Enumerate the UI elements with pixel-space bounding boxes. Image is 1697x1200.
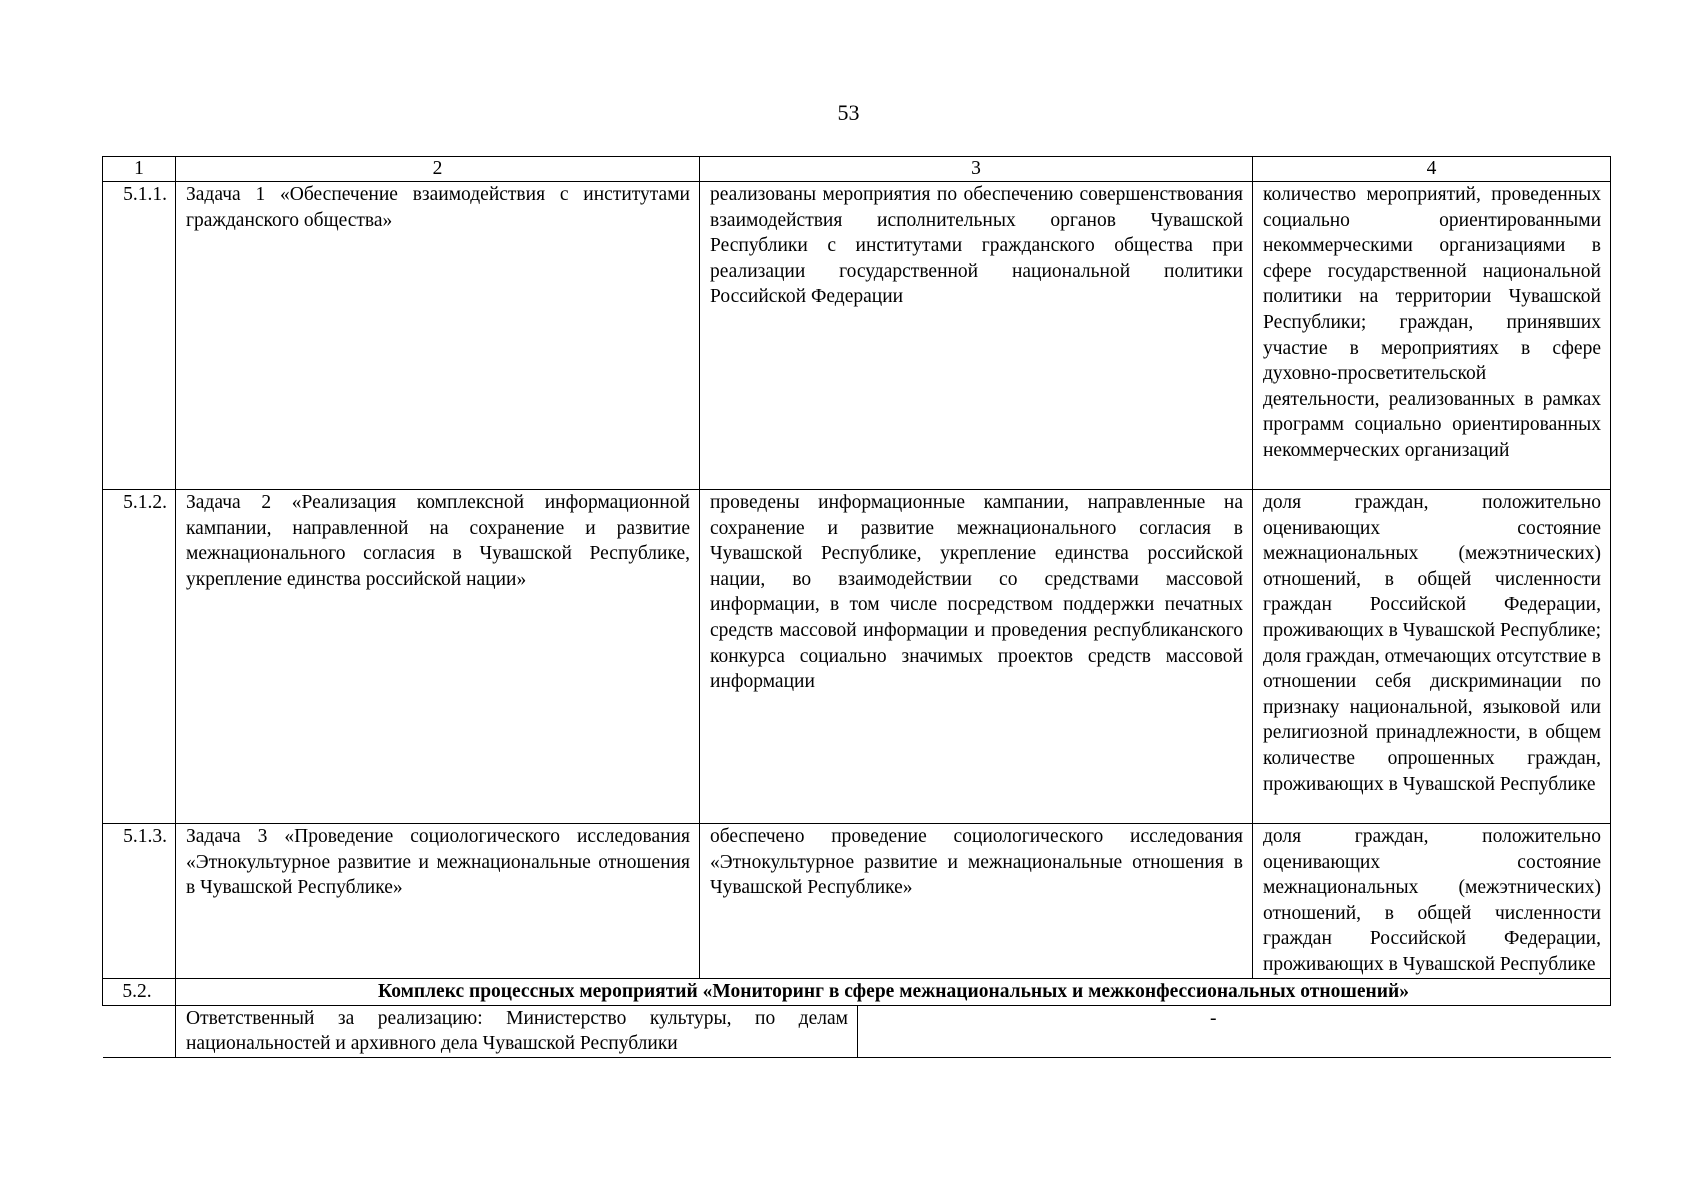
result-cell: реализованы мероприятия по обеспечению совершенствования взаимодействия исполнительных органов Чувашской Республики с институтами гражданского общества при реализации государственной национальной политики Российской Федерации: [700, 182, 1253, 490]
section-row: [103, 979, 1611, 1006]
indicators-cell: количество мероприятий, проведенных социально ориентированными некоммерческими организациями в сфере государственной национальной политики на территории Чувашской Республики; граждан, принявших участие в мероприятиях в сфере духовно-просветительской деятельности, реализованных в рамках программ социально ориентированных некоммерческих организаций: [1253, 182, 1611, 490]
responsible-value: -: [858, 1005, 1611, 1057]
table-row: [103, 182, 1611, 490]
section-number: 5.2.: [103, 979, 176, 1006]
section-title: Комплекс процессных мероприятий «Мониторинг в сфере межнациональных и межконфессиональных отношений»: [176, 979, 1611, 1006]
responsible-row: [103, 1005, 1611, 1057]
table-header-row: [103, 157, 1611, 182]
table-row: [103, 490, 1611, 824]
task-cell: Задача 1 «Обеспечение взаимодействия с институтами гражданского общества»: [176, 182, 700, 490]
result-cell: проведены информационные кампании, направленные на сохранение и развитие межнационального согласия в Чувашской Республике, укрепление единства российской нации, во взаимодействии со средствами массовой информации, в том числе посредством поддержки печатных средств массовой информации и проведения республиканского конкурса социально значимых проектов средств массовой информации: [700, 490, 1253, 824]
indicators-cell: доля граждан, положительно оценивающих состояние межнациональных (межэтнических) отношений, в общей численности граждан Российской Федерации, проживающих в Чувашской Республике: [1253, 824, 1611, 979]
empty-cell: [103, 1005, 176, 1057]
table-row: [103, 824, 1611, 979]
result-cell: обеспечено проведение социологического исследования «Этнокультурное развитие и межнациональные отношения в Чувашской Республике»: [700, 824, 1253, 979]
header-col-1: 1: [103, 157, 176, 182]
header-col-4: 4: [1253, 157, 1611, 182]
header-col-2: 2: [176, 157, 700, 182]
page-number: 53: [837, 100, 860, 125]
indicators-cell: доля граждан, положительно оценивающих состояние межнациональных (межэтнических) отношений, в общей численности граждан Российской Федерации, проживающих в Чувашской Республике; доля граждан, отмечающих отсутствие в отношении себя дискриминации по признаку национальной, языковой или религиозной принадлежности, в общем количестве опрошенных граждан, проживающих в Чувашской Республике: [1253, 490, 1611, 824]
task-cell: Задача 2 «Реализация комплексной информационной кампании, направленной на сохранение и развитие межнационального согласия в Чувашской Республике, укрепление единства российской нации»: [176, 490, 700, 824]
responsible-cell: Ответственный за реализацию: Министерство культуры, по делам национальностей и архивного дела Чувашской Республики: [176, 1005, 858, 1057]
task-cell: Задача 3 «Проведение социологического исследования «Этнокультурное развитие и межнациональные отношения в Чувашской Республике»: [176, 824, 700, 979]
row-number: 5.1.1.: [103, 182, 176, 490]
row-number: 5.1.2.: [103, 490, 176, 824]
header-col-3: 3: [700, 157, 1253, 182]
plan-table: [102, 156, 1611, 1058]
row-number: 5.1.3.: [103, 824, 176, 979]
